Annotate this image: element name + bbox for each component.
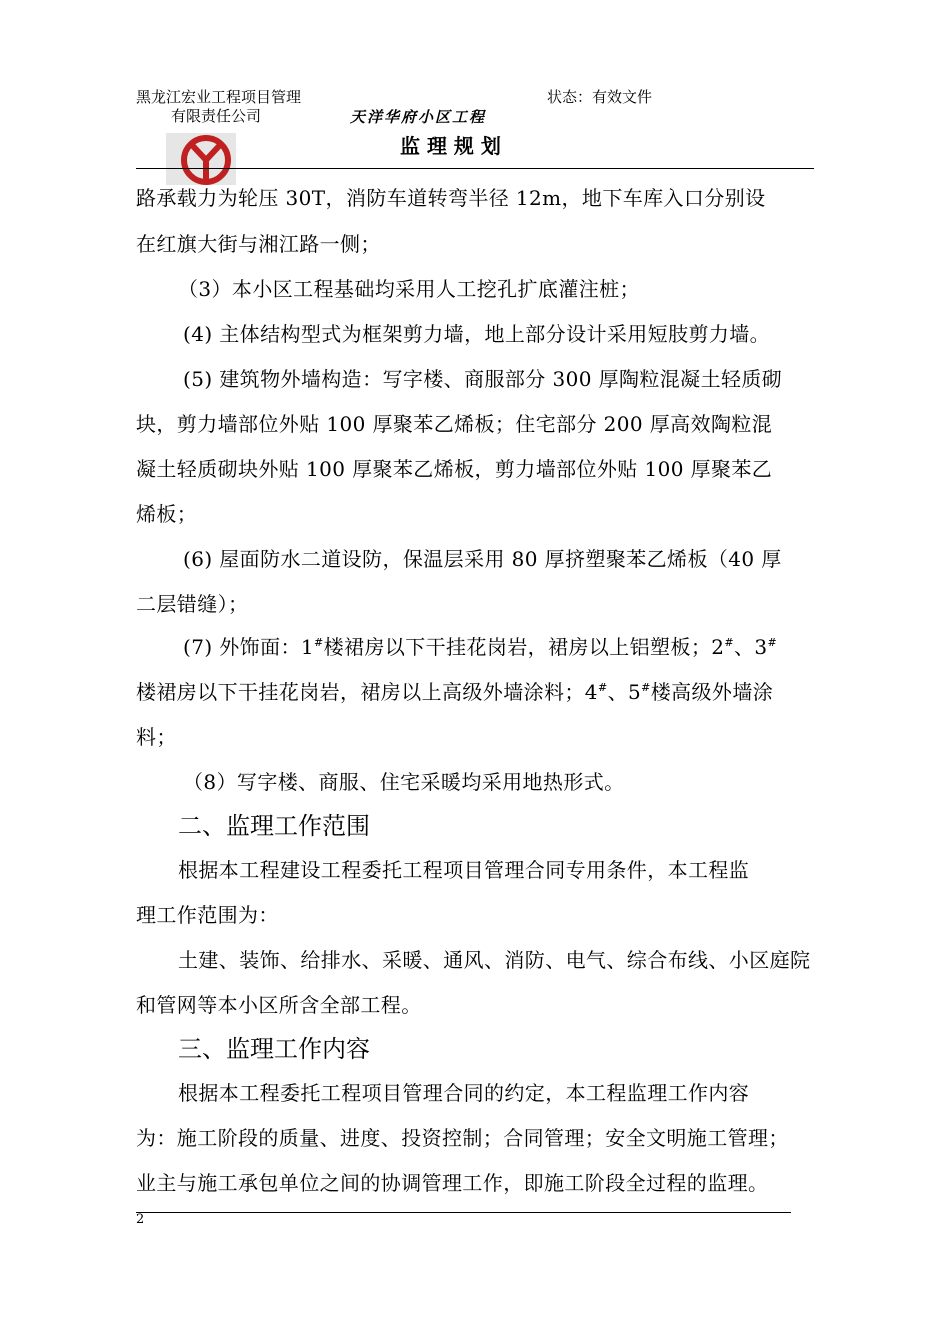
- document-status: 状态：有效文件: [547, 88, 653, 106]
- text-run: (7) 外饰面：1: [183, 635, 315, 659]
- superscript-mark: #: [767, 636, 778, 649]
- text-run: 楼高级外墙涂: [650, 680, 774, 704]
- paragraph-line: 凝土轻质砌块外贴 100 厚聚苯乙烯板，剪力墙部位外贴 100 厚聚苯乙: [136, 457, 773, 481]
- paragraph-line: 路承载力为轮压 30T，消防车道转弯半径 12m，地下车库入口分别设: [136, 186, 766, 210]
- superscript-mark: #: [597, 681, 608, 694]
- paragraph-line: 为：施工阶段的质量、进度、投资控制；合同管理；安全文明施工管理；: [136, 1126, 789, 1150]
- project-title: 天洋华府小区工程: [350, 108, 487, 126]
- text-run: 、3: [734, 635, 768, 659]
- paragraph-line: （3）本小区工程基础均采用人工挖孔扩底灌注桩；: [178, 277, 640, 301]
- paragraph-line: 料；: [136, 725, 177, 749]
- paragraph-line: 在红旗大街与湘江路一侧；: [136, 232, 381, 256]
- page-number: 2: [136, 1212, 145, 1227]
- paragraph-line: （8）写字楼、商服、住宅采暖均采用地热形式。: [183, 770, 625, 794]
- paragraph-line: [136, 676, 773, 705]
- company-name-line2: 有限责任公司: [171, 107, 262, 125]
- text-run: 、5: [607, 680, 642, 704]
- company-name-line1: 黑龙江宏业工程项目管理: [136, 88, 302, 106]
- paragraph-line: 根据本工程建设工程委托工程项目管理合同专用条件，本工程监: [178, 858, 750, 882]
- paragraph-line: (5) 建筑物外墙构造：写字楼、商服部分 300 厚陶粒混凝土轻质砌: [183, 367, 783, 391]
- paragraph-line: 和管网等本小区所含全部工程。: [136, 993, 422, 1017]
- paragraph-line: (6) 屋面防水二道设防，保温层采用 80 厚挤塑聚苯乙烯板（40 厚: [183, 547, 782, 571]
- company-logo-icon: [176, 133, 236, 185]
- paragraph-line: 业主与施工承包单位之间的协调管理工作，即施工阶段全过程的监理。: [136, 1171, 769, 1195]
- paragraph-line: [183, 631, 777, 660]
- superscript-mark: #: [641, 681, 651, 694]
- paragraph-line: 根据本工程委托工程项目管理合同的约定，本工程监理工作内容: [178, 1081, 750, 1105]
- document-title: 监 理 规 划: [400, 134, 501, 158]
- footer-rule: [136, 1212, 791, 1213]
- text-run: 楼裙房以下干挂花岗岩，裙房以上高级外墙涂料；4: [136, 680, 598, 704]
- paragraph-line: 理工作范围为：: [136, 903, 279, 927]
- superscript-mark: #: [724, 636, 734, 649]
- paragraph-line: 烯板；: [136, 502, 198, 526]
- paragraph-line: 土建、装饰、给排水、采暖、通风、消防、电气、综合布线、小区庭院: [178, 948, 811, 972]
- paragraph-line: 二层错缝）；: [136, 592, 249, 616]
- paragraph-line: 块，剪力墙部位外贴 100 厚聚苯乙烯板；住宅部分 200 厚高效陶粒混: [136, 412, 773, 436]
- superscript-mark: #: [314, 636, 324, 649]
- text-run: 楼裙房以下干挂花岗岩，裙房以上铝塑板；2: [323, 635, 725, 659]
- section-heading: 三、监理工作内容: [178, 1035, 370, 1063]
- header-rule: [136, 168, 814, 169]
- paragraph-line: (4) 主体结构型式为框架剪力墙，地上部分设计采用短肢剪力墙。: [183, 322, 771, 346]
- section-heading: 二、监理工作范围: [178, 812, 370, 840]
